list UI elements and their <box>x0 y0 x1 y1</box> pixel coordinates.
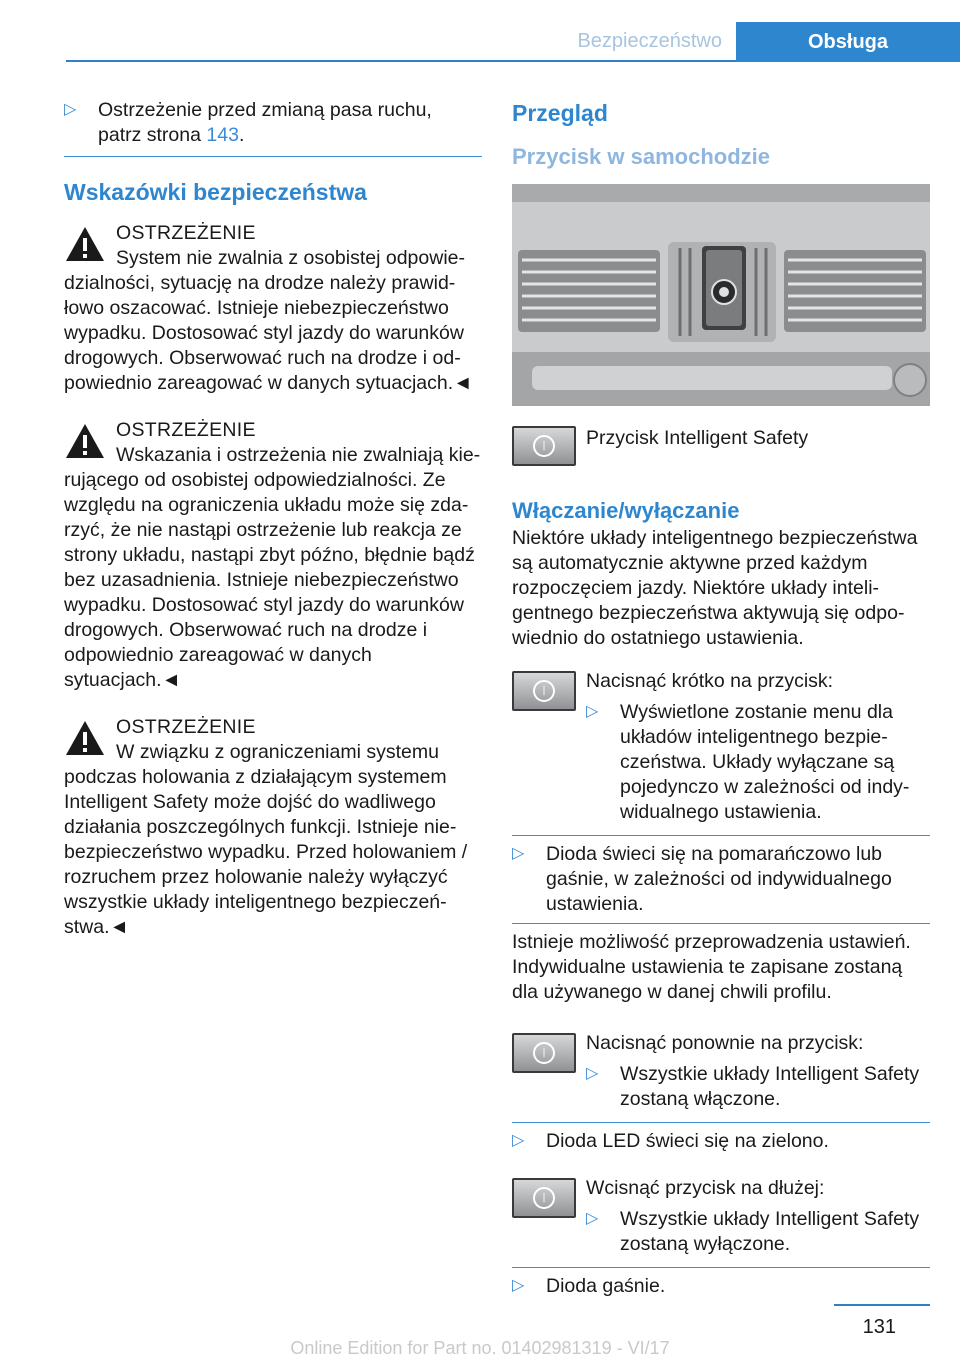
safety-heading: Wskazówki bezpieczeństwa <box>64 179 367 205</box>
warning-title: OSTRZEŻENIE <box>116 419 256 441</box>
right-column <box>512 98 930 1305</box>
warning-text: W związku z ograniczeniami systemu podczas holowania z działającym systemem Intelligent Safety może dojść do wadliwego działania poszczególnych funkcji. Istnieje niebezpieczeństwo wypadku. Przed holowaniem / rozruchem przez holowanie należy wyłączyć wszystkie układy inteligentnego bezpieczeństwa.◄ <box>64 741 468 938</box>
triangle-bullet-icon: ▷ <box>512 1132 525 1149</box>
section-tab[interactable]: Bezpieczeństwo <box>577 30 722 52</box>
onoff-intro: Niektóre układy inteligentnego bezpieczeństwa są automatycznie aktywne przed każdym rozpoczęciem jazdy. Niektóre układy inteligentnego bezpieczeństwa aktywują się odpowiednio do ostatniego ustawienia. <box>512 527 918 649</box>
all-on-bullet: ▷ Wszystkie układy Intelligent Safety zostaną włączone. <box>586 1063 920 1110</box>
press-again-text: Nacisnąć ponownie na przycisk: <box>586 1032 864 1054</box>
profile-text: Istnieje możliwość przeprowadzenia ustawień. Indywidualne ustawienia te zapisane zostaną dla używanego w danej chwili profilu. <box>512 931 911 1003</box>
warning-text: Wskazania i ostrzeżenia nie zwalniają kierującego od osobistej odpowiedzialności. Ze względu na ograniczenia układu może się zdarzyć, że nie nastąpi ostrzeżenie lub reakcja ze strony układu, nastąpi zbyt późno, błędnie bądź bez uzasadnienia. Istnieje niebezpieczeństwo wypadku. Dostosować styl jazdy do warunków drogowych. Obserwować ruch na drodze i odpowiednio zareagować w danych sytuacjach.◄ <box>64 444 481 691</box>
intelligent-safety-button-icon: ᛁ <box>512 1178 576 1218</box>
lane-warning-text: Ostrzeżenie przed zmianą pasa ruchu, patrz strona 143. <box>98 99 432 146</box>
left-column <box>64 98 482 940</box>
lane-warning-bullet <box>64 98 482 157</box>
all-off-bullet: ▷ Wszystkie układy Intelligent Safety zostaną wyłączone. <box>586 1208 920 1255</box>
intelligent-safety-button-icon: ᛁ <box>512 671 576 711</box>
triangle-bullet-icon: ▷ <box>512 1277 525 1294</box>
warning-text: System nie zwalnia z osobistej odpowiedzialności, sytuację na drodze należy prawidłowo oszacować. Istnieje niebezpieczeństwo wypadku. Dostosować styl jazdy do warunków drogowych. Obserwować ruch na drodze i odpowiednio zareagować w danych sytuacjach.◄ <box>64 247 473 394</box>
onoff-heading: Włączanie/wyłączanie <box>512 498 740 523</box>
triangle-bullet-icon: ▷ <box>586 1065 599 1082</box>
dashboard-photo <box>512 184 930 406</box>
warning-block-3 <box>64 715 482 940</box>
triangle-bullet-icon: ▷ <box>586 703 599 720</box>
warning-triangle-icon <box>64 719 106 757</box>
warning-title: OSTRZEŻENIE <box>116 716 256 738</box>
active-tab[interactable]: Obsługa <box>736 22 960 62</box>
button-subheading: Przycisk w samochodzie <box>512 144 770 169</box>
intelligent-safety-button-icon: ᛁ <box>512 1033 576 1073</box>
button-label: Przycisk Intelligent Safety <box>586 427 809 449</box>
short-press-row <box>512 669 930 831</box>
long-press-text: Wcisnąć przycisk na dłużej: <box>586 1177 825 1199</box>
intelligent-safety-button-icon: ᛁ <box>512 426 576 466</box>
warning-triangle-icon <box>64 422 106 460</box>
warning-block-1 <box>64 221 482 396</box>
edition-text: Online Edition for Part no. 01402981319 - VI/17 <box>290 1338 670 1358</box>
triangle-bullet-icon: ▷ <box>64 101 77 118</box>
footer-divider <box>834 1304 930 1306</box>
long-press-row <box>512 1176 930 1263</box>
button-label-row <box>512 424 930 466</box>
dashboard-vents-image <box>512 184 930 406</box>
page-header <box>66 22 960 62</box>
led-green-bullet: ▷ Dioda LED świeci się na zielono. <box>512 1130 829 1152</box>
page-number: 131 <box>862 1316 896 1338</box>
triangle-bullet-icon: ▷ <box>586 1210 599 1227</box>
warning-title: OSTRZEŻENIE <box>116 222 256 244</box>
overview-heading: Przegląd <box>512 100 608 126</box>
short-press-bullet: ▷ Wyświetlone zostanie menu dla układów inteligentnego bezpieczeństwa. Układy wyłączane są pojedynczo w zależności od indywidualnego ustawienia. <box>586 701 910 823</box>
warning-block-2 <box>64 418 482 693</box>
diode-off-bullet: ▷ Dioda gaśnie. <box>512 1275 666 1297</box>
diode-orange-bullet: ▷ Dioda świeci się na pomarańczowo lub gaśnie, w zależności od indywidualnego ustawienia. <box>512 843 892 915</box>
press-again-row <box>512 1031 930 1118</box>
warning-triangle-icon <box>64 225 106 263</box>
triangle-bullet-icon: ▷ <box>512 845 525 862</box>
short-press-text: Nacisnąć krótko na przycisk: <box>586 670 834 692</box>
page-link[interactable]: 143 <box>206 124 239 146</box>
